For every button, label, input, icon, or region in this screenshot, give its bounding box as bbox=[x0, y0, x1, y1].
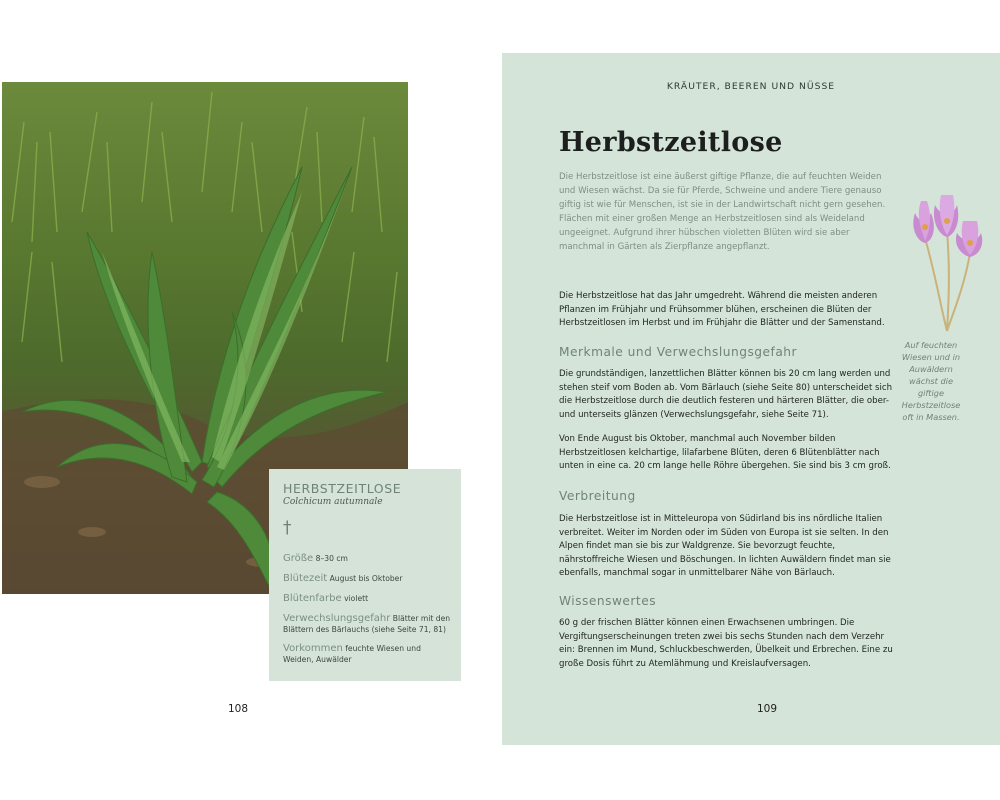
section-heading-distribution: Verbreitung bbox=[559, 489, 636, 503]
page-number-right: 109 bbox=[757, 703, 778, 715]
photo-caption: Auf feuchten Wiesen und in Auwäldern wächst die giftige Herbstzeitlose oft in Massen. bbox=[901, 340, 961, 422]
info-row-confusion: Verwechslungsgefahr Blätter mit den Blättern des Bärlauchs (siehe Seite 71, 81) bbox=[283, 613, 451, 634]
crocus-illustration bbox=[895, 193, 999, 333]
section-heading-features: Merkmale und Verwechslungsgefahr bbox=[559, 345, 798, 359]
paragraph-1: Die Herbstzeitlose hat das Jahr umgedreht. Während die meisten anderen Pflanzen im Frühjahr und Frühsommer blühen, erscheinen die Blüten der Herbstzeitlosen im Herbst und im Frühjahr die Blätter und der Samenstand. bbox=[559, 291, 885, 329]
right-page bbox=[502, 53, 1000, 745]
info-row-bloom-color: Blütenfarbe violett bbox=[283, 593, 369, 604]
info-box-title: HERBSTZEITLOSE bbox=[283, 481, 402, 496]
features-paragraph-2: Von Ende August bis Oktober, manchmal auch November bilden Herbstzeitlosen kelchartige, lilafarbene Blüten, deren 6 Blütenblätter nach unten in eine ca. 20 cm lange helle Röhre übergehen. Sie sind bis 3 cm groß. bbox=[559, 434, 891, 472]
page-number-left: 108 bbox=[228, 703, 249, 715]
distribution-paragraph: Die Herbstzeitlose ist in Mitteleuropa von Südirland bis ins nördliche Italien verbreitet. Weiter im Norden oder im Süden von Europa ist sie selten. In den Alpen findet man sie bis zur Waldgrenze. Sie bevorzugt feuchte, nährstoffreiche Wiesen und Böschungen. In lichten Auwäldern findet man sie ebenfalls, manchmal sogar in unmittelbarer Nähe von Bärlauch. bbox=[559, 514, 891, 579]
info-row-size: Größe 8–30 cm bbox=[283, 553, 348, 564]
section-heading-facts: Wissenswertes bbox=[559, 594, 657, 608]
toxicity-cross-icon: † bbox=[283, 518, 292, 538]
running-head: KRÄUTER, BEEREN UND NÜSSE bbox=[666, 81, 836, 92]
facts-paragraph: 60 g der frischen Blätter können einen Erwachsenen umbringen. Die Vergiftungserscheinungen treten zwei bis sechs Stunden nach dem Verzehr ein: Brennen im Mund, Schluckbeschwerden, Übelkeit und Erbrechen. Eine zu große Dosis führt zu Atemlähmung und Kreislaufversagen. bbox=[559, 618, 893, 669]
latin-name: Colchicum autumnale bbox=[283, 497, 383, 507]
features-paragraph-1: Die grundständigen, lanzettlichen Blätter können bis 20 cm lang werden und stehen steif vom Boden ab. Vom Bärlauch (siehe Seite 80) unterscheidet sich die Herbstzeitlose durch die deutlich festeren und härteren Blätter, die ober- und unterseits glänzen (Verwechslungsgefahr, siehe Seite 71). bbox=[559, 369, 893, 420]
info-row-bloom-time: Blütezeit August bis Oktober bbox=[283, 573, 403, 584]
info-row-habitat: Vorkommen feuchte Wiesen und Weiden, Auwälder bbox=[283, 643, 421, 664]
intro-paragraph: Die Herbstzeitlose ist eine äußerst giftige Pflanze, die auf feuchten Weiden und Wiesen wächst. Da sie für Pferde, Schweine und andere Tiere genauso giftig ist wie für Menschen, ist sie in der Landwirtschaft nicht gern gesehen. Flächen mit einer großen Menge an Herbstzeitlosen sind als Weideland ungeeignet. Aufgrund ihrer hübschen violetten Blüten wird sie aber manchmal in Gärten als Zierpflanze angepflanzt. bbox=[559, 172, 886, 253]
species-info-box bbox=[269, 469, 461, 681]
page-title: Herbstzeitlose bbox=[559, 127, 783, 158]
